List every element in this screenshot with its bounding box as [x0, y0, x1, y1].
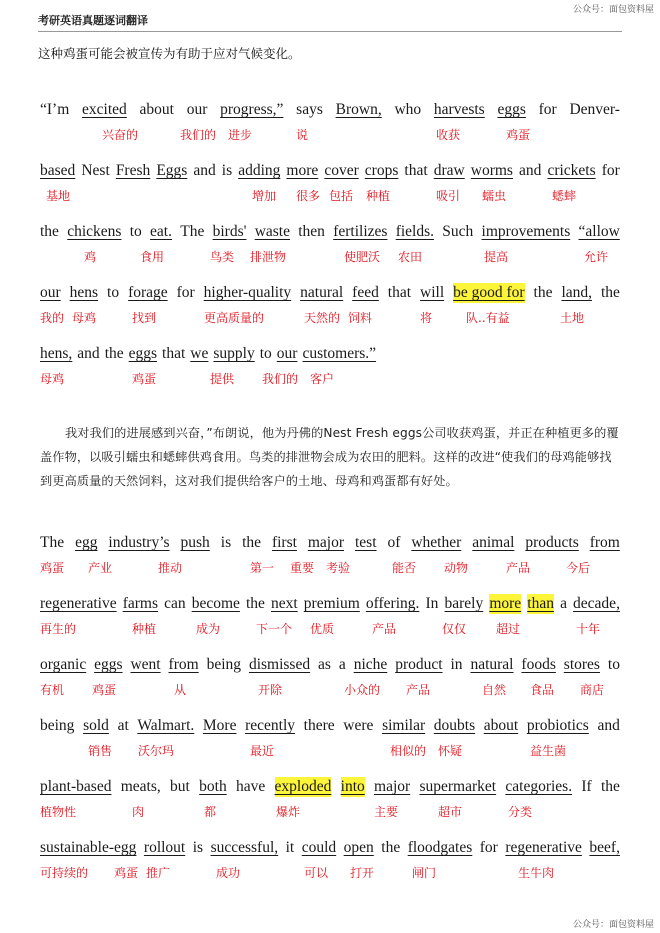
- vocab-word: farms: [122, 595, 158, 612]
- english-line: [40, 344, 620, 364]
- vocab-word: went: [130, 656, 161, 673]
- vocab-word: supply: [213, 345, 255, 362]
- word: for: [601, 162, 620, 179]
- word: If: [581, 778, 592, 795]
- chinese-gloss: 种植: [132, 622, 157, 636]
- chinese-gloss: 饲料: [348, 311, 373, 325]
- chinese-gloss: 自然: [482, 683, 507, 697]
- text-line: [40, 283, 620, 344]
- english-line: [40, 161, 620, 181]
- text-line: [40, 594, 620, 655]
- vocab-word: chickens: [67, 223, 122, 240]
- chinese-gloss: 超过: [496, 622, 521, 636]
- chinese-gloss: 食品: [530, 683, 555, 697]
- vocab-word: eggs: [497, 101, 526, 118]
- chinese-gloss: 队..有益: [466, 311, 510, 325]
- word: the: [533, 284, 553, 301]
- vocab-word: test: [354, 534, 377, 551]
- word: In: [425, 595, 439, 612]
- chinese-gloss: 下一个: [256, 622, 293, 636]
- text-line: [40, 222, 620, 283]
- english-line: [40, 777, 620, 797]
- chinese-gloss: 十年: [576, 622, 601, 636]
- english-paragraph-2: [40, 533, 620, 899]
- vocab-word: products: [525, 534, 579, 551]
- chinese-gloss-line: [40, 187, 620, 209]
- chinese-gloss: 进步: [228, 128, 253, 142]
- chinese-gloss: 沃尔玛: [138, 744, 175, 758]
- chinese-gloss: 使肥沃: [344, 250, 381, 264]
- vocab-word: higher-quality: [203, 284, 292, 301]
- text-line: [40, 344, 620, 405]
- word: is: [221, 162, 233, 179]
- chinese-gloss: 益生菌: [530, 744, 567, 758]
- chinese-gloss: 最近: [250, 744, 275, 758]
- vocab-word: doubts: [433, 717, 476, 734]
- chinese-gloss: 动物: [444, 561, 469, 575]
- vocab-word: barely: [444, 595, 484, 612]
- word: is: [220, 534, 232, 551]
- vocab-word: draw: [433, 162, 465, 179]
- vocab-word: whether: [411, 534, 462, 551]
- english-line: [40, 594, 620, 614]
- word: and: [77, 345, 100, 362]
- word: to: [259, 345, 272, 362]
- highlighted-phrase: than: [527, 595, 554, 612]
- word: to: [129, 223, 142, 240]
- vocab-word: niche: [353, 656, 388, 673]
- document-header-title: 考研英语真题逐词翻译: [38, 14, 148, 27]
- word: is: [192, 839, 204, 856]
- chinese-gloss-line: [40, 559, 620, 581]
- vocab-word: regenerative: [40, 595, 117, 612]
- vocab-word: eat.: [150, 223, 172, 240]
- vocab-word: crops: [364, 162, 399, 179]
- vocab-word: hens,: [40, 345, 73, 362]
- vocab-word: become: [191, 595, 240, 612]
- word: meats,: [120, 778, 161, 795]
- vocab-word: egg: [75, 534, 98, 551]
- english-line: [40, 222, 620, 242]
- vocab-word: fields.: [395, 223, 435, 240]
- chinese-gloss: 鸡蛋: [506, 128, 531, 142]
- word: being: [206, 656, 242, 673]
- chinese-gloss-line: [40, 620, 620, 642]
- chinese-gloss: 我的: [40, 311, 65, 325]
- chinese-gloss: 土地: [560, 311, 585, 325]
- chinese-gloss: 爆炸: [276, 805, 301, 819]
- chinese-gloss: 鸡蛋: [40, 561, 65, 575]
- word: about: [139, 101, 174, 118]
- chinese-gloss: 更高质量的: [204, 311, 265, 325]
- chinese-gloss: 肉: [132, 805, 145, 819]
- chinese-gloss: 考验: [326, 561, 351, 575]
- chinese-gloss: 很多: [296, 189, 321, 203]
- vocab-word: forage: [128, 284, 168, 301]
- chinese-gloss: 种植: [366, 189, 391, 203]
- chinese-gloss: 主要: [374, 805, 399, 819]
- chinese-gloss: 推广: [146, 866, 171, 880]
- vocab-word: natural: [300, 284, 344, 301]
- word: of: [387, 534, 401, 551]
- vocab-word: birds': [212, 223, 247, 240]
- vocab-word: waste: [254, 223, 290, 240]
- vocab-word: both: [199, 778, 227, 795]
- chinese-gloss: 第一: [250, 561, 275, 575]
- word: as: [318, 656, 331, 673]
- chinese-gloss: 基地: [46, 189, 71, 203]
- word: the: [600, 284, 620, 301]
- vocab-word: more: [286, 162, 319, 179]
- word: and: [519, 162, 542, 179]
- word: have: [235, 778, 266, 795]
- english-line: [40, 655, 620, 675]
- text-line: [40, 777, 620, 838]
- word: “I’m: [40, 101, 70, 118]
- word: says: [296, 101, 323, 118]
- vocab-word: open: [343, 839, 374, 856]
- vocab-word: similar: [382, 717, 426, 734]
- chinese-gloss: 母鸡: [72, 311, 97, 325]
- english-line: [40, 838, 620, 858]
- vocab-word: categories.: [505, 778, 573, 795]
- chinese-gloss: 重要: [290, 561, 315, 575]
- chinese-gloss: 产业: [88, 561, 113, 575]
- word: a: [338, 656, 346, 673]
- english-paragraph-1: [40, 100, 620, 405]
- vocab-word: next: [271, 595, 298, 612]
- vocab-word: hens: [69, 284, 99, 301]
- vocab-word: Brown,: [335, 101, 382, 118]
- chinese-gloss: 优质: [310, 622, 335, 636]
- word: and: [193, 162, 216, 179]
- chinese-gloss: 植物性: [40, 805, 77, 819]
- vocab-word: sustainable-egg: [40, 839, 137, 856]
- word: The: [180, 223, 205, 240]
- vocab-word: sold: [83, 717, 109, 734]
- word: the: [381, 839, 401, 856]
- chinese-gloss: 我们的: [262, 372, 299, 386]
- vocab-word: major: [307, 534, 345, 551]
- watermark-top: 公众号：面包资料屋: [572, 5, 654, 15]
- english-line: [40, 100, 620, 120]
- vocab-word: adding: [238, 162, 281, 179]
- vocab-word: floodgates: [407, 839, 473, 856]
- chinese-gloss-line: [40, 681, 620, 703]
- word: being: [40, 717, 75, 734]
- chinese-translation-paragraph: 我对我们的进展感到兴奋，”布朗说，他为丹佛的Nest Fresh eggs公司收获鸡蛋，并正在种植更多的覆盖作物，以吸引蠕虫和蟋蟀供鸡食用。鸟类的排泄物会成为农田的肥料。这样的改进“使我们的母鸡能够找到更高质量的天然饲料，这对我们提供给客户的土地、母鸡和鸡蛋都有好处。: [40, 426, 619, 488]
- chinese-gloss: 可以: [304, 866, 329, 880]
- chinese-gloss: 产品: [372, 622, 397, 636]
- highlighted-phrase: be good for: [453, 284, 525, 301]
- word: for: [479, 839, 498, 856]
- header-divider: [38, 31, 622, 32]
- intro-sentence: 这种鸡蛋可能会被宣传为有助于应对气候变化。: [38, 46, 301, 61]
- vocab-word: will: [420, 284, 445, 301]
- english-line: [40, 283, 620, 303]
- chinese-gloss: 鸡蛋: [92, 683, 117, 697]
- chinese-gloss: 可持续的: [40, 866, 89, 880]
- vocab-word: industry’s: [108, 534, 170, 551]
- word: for: [176, 284, 195, 301]
- vocab-word: supermarket: [419, 778, 497, 795]
- word: it: [285, 839, 295, 856]
- chinese-gloss: 今后: [566, 561, 591, 575]
- vocab-word: harvests: [433, 101, 485, 118]
- chinese-gloss: 客户: [310, 372, 335, 386]
- vocab-word: dismissed: [248, 656, 311, 673]
- word: a: [560, 595, 567, 612]
- vocab-word: “allow: [578, 223, 620, 240]
- word: in: [450, 656, 463, 673]
- word: at: [117, 717, 129, 734]
- chinese-gloss: 说: [296, 128, 309, 142]
- chinese-gloss-line: [40, 309, 620, 331]
- word: that: [404, 162, 428, 179]
- vocab-word: our: [40, 284, 61, 301]
- vocab-word: eggs: [94, 656, 123, 673]
- vocab-word: stores: [563, 656, 600, 673]
- vocab-word: Walmart.: [137, 717, 195, 734]
- word: then: [298, 223, 325, 240]
- chinese-gloss-line: [40, 126, 620, 148]
- chinese-gloss: 仅仅: [442, 622, 467, 636]
- word: that: [162, 345, 186, 362]
- vocab-word: premium: [303, 595, 360, 612]
- vocab-word: from: [589, 534, 620, 551]
- chinese-gloss: 找到: [132, 311, 157, 325]
- chinese-gloss: 增加: [252, 189, 277, 203]
- english-line: [40, 533, 620, 553]
- vocab-word: first: [271, 534, 297, 551]
- word: the: [245, 595, 265, 612]
- vocab-word: organic: [40, 656, 87, 673]
- vocab-word: excited: [82, 101, 127, 118]
- vocab-word: regenerative: [505, 839, 582, 856]
- chinese-gloss: 成为: [196, 622, 221, 636]
- vocab-word: push: [180, 534, 210, 551]
- chinese-gloss: 兴奋的: [102, 128, 139, 142]
- word: the: [104, 345, 124, 362]
- word: Nest: [81, 162, 110, 179]
- word: the: [242, 534, 261, 551]
- vocab-word: about: [483, 717, 519, 734]
- english-line: [40, 716, 620, 736]
- text-line: [40, 838, 620, 899]
- chinese-gloss: 怀疑: [438, 744, 463, 758]
- vocab-word: Eggs: [156, 162, 188, 179]
- vocab-word: cover: [324, 162, 359, 179]
- vocab-word: plant-based: [40, 778, 112, 795]
- word: can: [164, 595, 186, 612]
- chinese-gloss: 鸡蛋: [132, 372, 157, 386]
- chinese-gloss: 蠕虫: [482, 189, 507, 203]
- highlighted-phrase: into: [340, 778, 365, 795]
- chinese-gloss: 闸门: [412, 866, 437, 880]
- vocab-word: from: [168, 656, 199, 673]
- word: but: [170, 778, 190, 795]
- word: for: [538, 101, 557, 118]
- chinese-gloss: 分类: [508, 805, 533, 819]
- chinese-gloss: 商店: [580, 683, 605, 697]
- vocab-word: fertilizes: [333, 223, 388, 240]
- vocab-word: probiotics: [526, 717, 589, 734]
- word: Such: [442, 223, 474, 240]
- vocab-word: rollout: [143, 839, 186, 856]
- chinese-gloss: 超市: [438, 805, 463, 819]
- chinese-gloss: 推动: [158, 561, 183, 575]
- chinese-gloss: 从: [174, 683, 187, 697]
- vocab-word: Fresh: [115, 162, 151, 179]
- chinese-gloss-line: [40, 248, 620, 270]
- chinese-gloss: 产品: [506, 561, 531, 575]
- vocab-word: feed: [352, 284, 379, 301]
- vocab-word: worms: [470, 162, 513, 179]
- chinese-gloss: 食用: [140, 250, 165, 264]
- vocab-word: crickets: [547, 162, 596, 179]
- vocab-word: major: [374, 778, 411, 795]
- vocab-word: decade,: [573, 595, 620, 612]
- word: who: [394, 101, 422, 118]
- word: the: [600, 778, 620, 795]
- chinese-gloss: 将: [420, 311, 433, 325]
- chinese-gloss: 农田: [398, 250, 423, 264]
- word: Denver-: [569, 101, 620, 118]
- chinese-gloss: 小众的: [344, 683, 381, 697]
- word: that: [387, 284, 412, 301]
- vocab-word: could: [301, 839, 337, 856]
- chinese-gloss: 生牛肉: [518, 866, 555, 880]
- chinese-gloss: 允许: [584, 250, 609, 264]
- word: the: [40, 223, 59, 240]
- chinese-gloss: 都: [204, 805, 217, 819]
- highlighted-phrase: exploded: [274, 778, 332, 795]
- text-line: [40, 655, 620, 716]
- word: to: [107, 284, 120, 301]
- vocab-word: product: [395, 656, 443, 673]
- vocab-word: we: [190, 345, 209, 362]
- watermark-bottom: 公众号：面包资料屋: [572, 920, 654, 930]
- chinese-gloss: 收获: [436, 128, 461, 142]
- chinese-gloss-line: [40, 742, 620, 764]
- vocab-word: successful,: [210, 839, 279, 856]
- chinese-gloss: 母鸡: [40, 372, 65, 386]
- highlighted-phrase: more: [489, 595, 522, 612]
- vocab-word: progress,”: [220, 101, 284, 118]
- word: our: [186, 101, 208, 118]
- vocab-word: improvements: [481, 223, 571, 240]
- word: to: [607, 656, 620, 673]
- vocab-word: More: [202, 717, 237, 734]
- chinese-gloss: 蟋蟀: [552, 189, 577, 203]
- vocab-word: beef,: [589, 839, 620, 856]
- vocab-word: customers.”: [302, 345, 377, 362]
- vocab-word: foods: [521, 656, 556, 673]
- vocab-word: land,: [561, 284, 592, 301]
- chinese-gloss: 开除: [258, 683, 283, 697]
- chinese-gloss: 鸟类: [210, 250, 235, 264]
- chinese-gloss: 销售: [88, 744, 113, 758]
- chinese-gloss: 产品: [406, 683, 431, 697]
- chinese-gloss: 相似的: [390, 744, 427, 758]
- chinese-gloss: 提供: [210, 372, 235, 386]
- chinese-gloss-line: [40, 370, 620, 392]
- text-line: [40, 100, 620, 161]
- chinese-gloss: 打开: [350, 866, 375, 880]
- vocab-word: our: [276, 345, 298, 362]
- chinese-gloss: 鸡: [84, 250, 97, 264]
- word: The: [40, 534, 65, 551]
- chinese-gloss: 排泄物: [250, 250, 287, 264]
- vocab-word: eggs: [128, 345, 158, 362]
- chinese-gloss: 有机: [40, 683, 65, 697]
- text-line: [40, 533, 620, 594]
- chinese-gloss: 吸引: [436, 189, 461, 203]
- vocab-word: based: [40, 162, 76, 179]
- chinese-gloss: 能否: [392, 561, 417, 575]
- vocab-word: animal: [472, 534, 515, 551]
- chinese-gloss: 包括: [329, 189, 354, 203]
- text-line: [40, 161, 620, 222]
- chinese-gloss: 天然的: [304, 311, 341, 325]
- chinese-gloss: 我们的: [180, 128, 217, 142]
- word: were: [343, 717, 374, 734]
- vocab-word: recently: [245, 717, 296, 734]
- word: there: [303, 717, 335, 734]
- text-line: [40, 716, 620, 777]
- vocab-word: offering.: [365, 595, 420, 612]
- chinese-gloss-line: [40, 803, 620, 825]
- word: and: [597, 717, 620, 734]
- vocab-word: natural: [470, 656, 514, 673]
- chinese-gloss-line: [40, 864, 620, 886]
- chinese-gloss: 提高: [484, 250, 509, 264]
- chinese-gloss: 再生的: [40, 622, 77, 636]
- chinese-gloss: 鸡蛋: [114, 866, 139, 880]
- chinese-gloss: 成功: [216, 866, 241, 880]
